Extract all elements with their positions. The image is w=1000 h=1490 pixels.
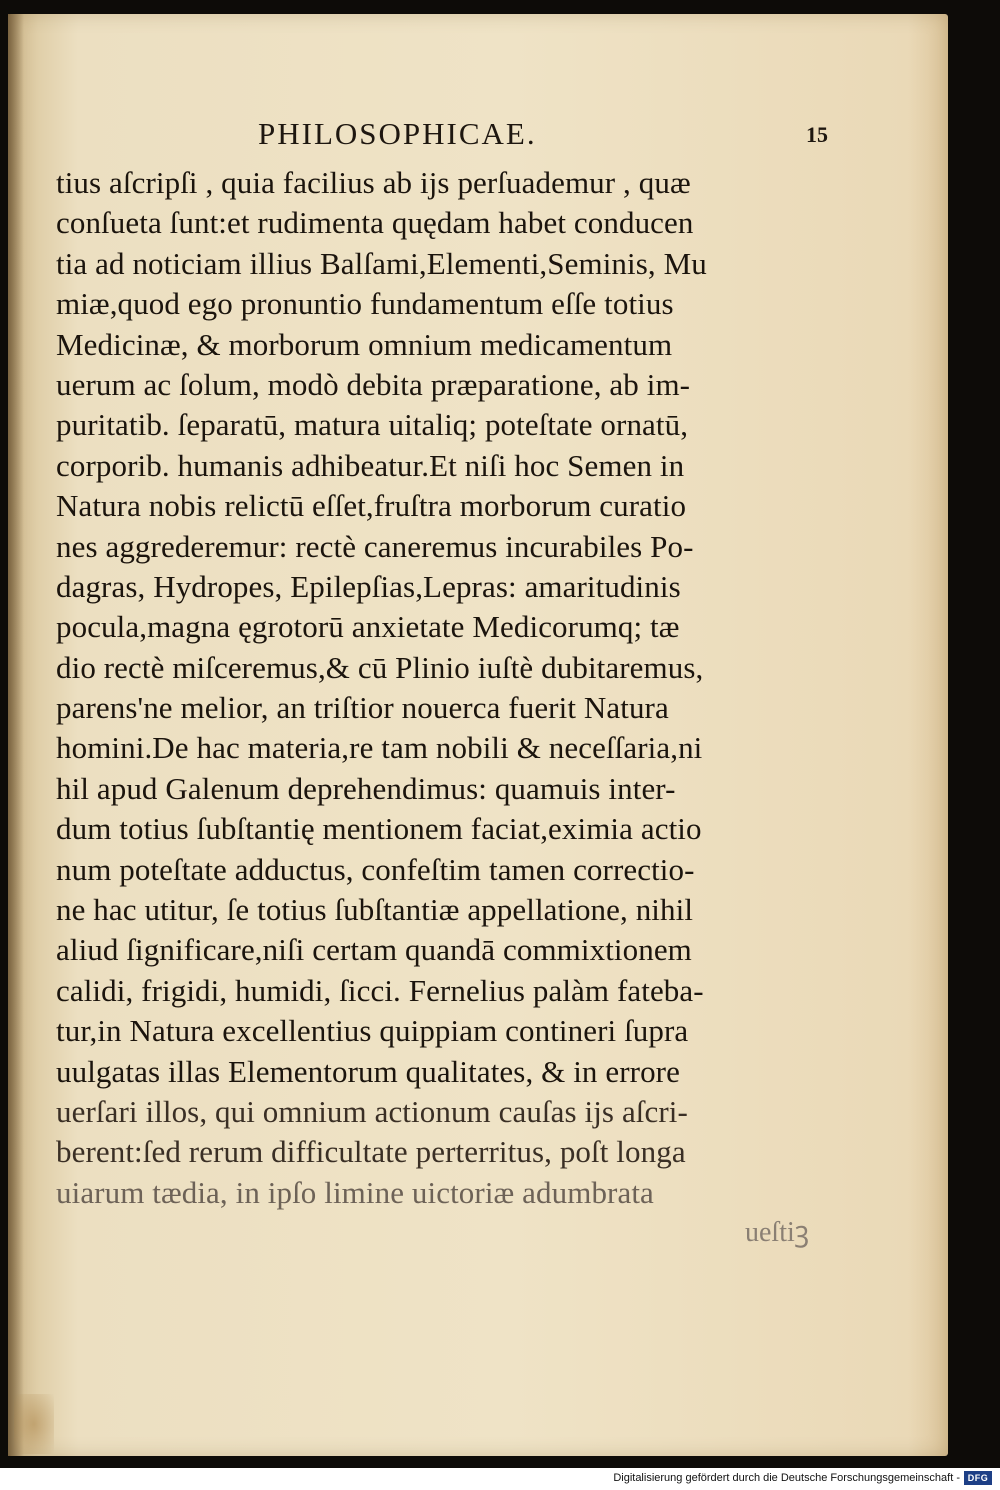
text-line: aliud ſignificare,niſi certam quandā commixtionem <box>56 932 692 968</box>
folio-number: 15 <box>806 122 828 147</box>
text-line: hil apud Galenum deprehendimus: quamuis inter- <box>56 770 676 806</box>
text-line: dum totius ſubſtantię mentionem faciat,eximia actio <box>56 811 702 847</box>
text-line: uiarum tædia, in ipſo limine uictoriæ adumbrata <box>56 1174 654 1210</box>
running-head: PHILOSOPHICAE. <box>258 116 537 151</box>
text-line: conſueta ſunt:et rudimenta quędam habet conducen <box>56 205 694 241</box>
text-line: tia ad noticiam illius Balſami,Elementi,Seminis, Mu <box>56 245 707 281</box>
text-line: dagras, Hydropes, Epilepſias,Lepras: amaritudinis <box>56 568 681 604</box>
dfg-logo[interactable]: DFG <box>964 1471 992 1485</box>
text-line: uerſari illos, qui omnium actionum cauſas ijs aſcri- <box>56 1093 688 1129</box>
text-line: homini.De hac materia,re tam nobili & neceſſaria,ni <box>56 730 703 766</box>
text-line: nes aggrederemur: rectè caneremus incurabiles Po- <box>56 528 694 564</box>
text-line: uerum ac ſolum, modò debita præparatione, ab im- <box>56 366 691 402</box>
text-line: Natura nobis relictū eſſet,fruſtra morborum curatio <box>56 488 687 524</box>
funding-credit: Digitalisierung gefördert durch die Deutsche Forschungsgemeinschaft - <box>613 1472 960 1484</box>
text-line: calidi, frigidi, humidi, ſicci. Fernelius palàm fateba- <box>56 972 704 1008</box>
body-text <box>56 163 836 1213</box>
paper-stain <box>14 1394 54 1454</box>
catchword: ueſtiꝫ <box>745 1217 810 1248</box>
text-line: berent:ſed rerum difficultate perterritus, poſt longa <box>56 1134 686 1170</box>
text-line: tur,in Natura excellentius quippiam contineri ſupra <box>56 1013 689 1049</box>
text-line: miæ,quod ego pronuntio fundamentum eſſe totius <box>56 286 674 322</box>
text-line: puritatib. ſeparatū, matura uitaliq; poteſtate ornatū, <box>56 407 689 443</box>
text-line: uulgatas illas Elementorum qualitates, & in errore <box>56 1053 680 1089</box>
footer-bar <box>0 1468 1000 1490</box>
text-line: tius aſcripſi , quia facilius ab ijs perſuademur , quæ <box>56 165 691 200</box>
text-line: dio rectè miſceremus,& cū Plinio iuſtè dubitaremus, <box>56 649 704 685</box>
text-line: ne hac utitur, ſe totius ſubſtantiæ appellatione, nihil <box>56 892 694 928</box>
text-line: parens'ne melior, an triſtior nouerca fuerit Natura <box>56 690 669 726</box>
text-line: num poteſtate adductus, confeſtim tamen correctio- <box>56 851 695 887</box>
text-line: Medicinæ, & morborum omnium medicamentum <box>56 326 673 362</box>
text-line: pocula,magna ęgrotorū anxietate Medicorumq; tæ <box>56 609 680 645</box>
text-line: corporib. humanis adhibeatur.Et niſi hoc Semen in <box>56 447 685 483</box>
